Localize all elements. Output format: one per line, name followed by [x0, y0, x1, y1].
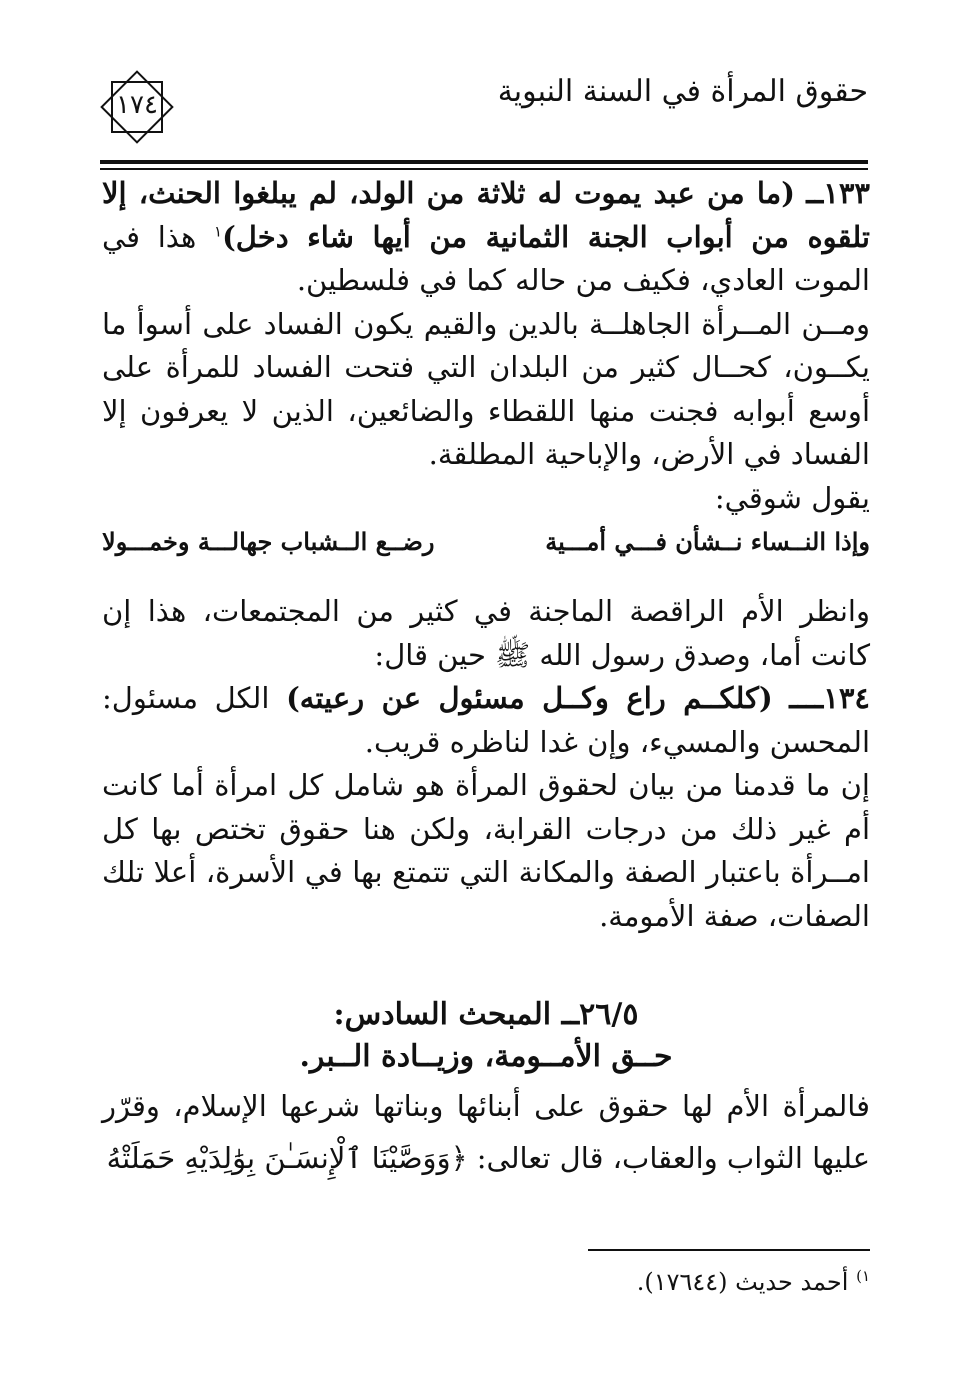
poet-intro: يقول شوقي:: [714, 480, 870, 515]
hadith-134-commentary: الكل مسئول: المحسن والمسيء، وإن غدا لناظره قريب.: [102, 681, 870, 759]
hadith-133-number: ١٣٣ــ: [806, 176, 870, 210]
rights-summary-paragraph: إن ما قدمنا من بيان لحقوق المرأة هو شامل كل امرأة أما كانت أم غير ذلك من درجات القرابة، ولكن هنا حقوق تختص بها كل امــرأة باعتبار الصفة والمكانة التي تتمتع بها في الأسرة، أعلا تلك الصفات، صفة الأمومة.: [102, 768, 870, 933]
header-rule-thick: [100, 160, 868, 164]
ignorant-woman-paragraph: ومــن المــرأة الجاهلــة بالدين والقيم يكون الفساد على أسوأ ما يكــون، كحــال كثير من البلدان التي فتحت الفساد للمرأة على أوسع أبوابه فجنت منها اللقطاء والضائعين، الذين لا يعرفون إلا الفساد في الأرض، والإباحية المطلقة.: [102, 306, 870, 471]
dancing-mother-paragraph: وانظر الأم الراقصة الماجنة في كثير من المجتمعات، هذا إن كانت أما، وصدق رسول الله ﷺ حين قال:: [102, 594, 870, 672]
hadith-133-paragraph: [102, 172, 870, 303]
footnote-separator: [588, 1249, 870, 1251]
footnote-text: أحمد حديث (١٧٦٤٤).: [636, 1268, 849, 1296]
page-number-badge: [98, 68, 176, 146]
section-subheading: حــق الأمــومة، وزيــادة الــبر.: [299, 1039, 673, 1074]
running-header-title: حقوق المرأة في السنة النبوية: [497, 74, 868, 109]
body-upper: [102, 172, 870, 520]
hadith-133-commentary: هذا في الموت العادي، فكيف من حاله كما في فلسطين.: [102, 219, 870, 297]
section-heading: ٢٦/٥ــ المبحث السادس:: [333, 997, 639, 1032]
footnote-marker: ١): [856, 1267, 870, 1285]
hadith-134-paragraph: [102, 677, 870, 764]
page-number: ١٧٤: [116, 90, 158, 120]
body-middle: [102, 590, 870, 938]
header-rule-thin: [100, 168, 868, 170]
hadith-134-text: (كلكــم راع وكــل مسئول عن رعيته): [286, 681, 773, 715]
poem-first-hemistich: وإذا النــساء نــشأن فـــي أمـــية: [545, 527, 870, 556]
mother-rights-paragraph: فالمرأة الأم لها حقوق على أبنائها وبناتها شرعها الإسلام، وقرّر عليها الثواب والعقاب، قال تعالى: ﴿وَوَصَّيْنَا ٱلْإِنسَـٰنَ بِوَٰلِدَيْهِ حَمَلَتْهُ: [102, 1089, 870, 1175]
poem-second-hemistich: رضــع الــشباب جهالـــة وخمـــولا: [102, 527, 435, 556]
footnote-reference: ١: [214, 221, 223, 240]
footnote: [637, 1268, 870, 1296]
hadith-134-number: ١٣٤ــــ: [789, 681, 871, 715]
hadith-133-text: (ما من عبد يموت له ثلاثة من الولد، لم يبلغوا الحنث، إلا تلقوه من أبواب الجنة الثمانية من أيها شاء دخل): [102, 176, 871, 254]
body-lower: [102, 1080, 870, 1184]
